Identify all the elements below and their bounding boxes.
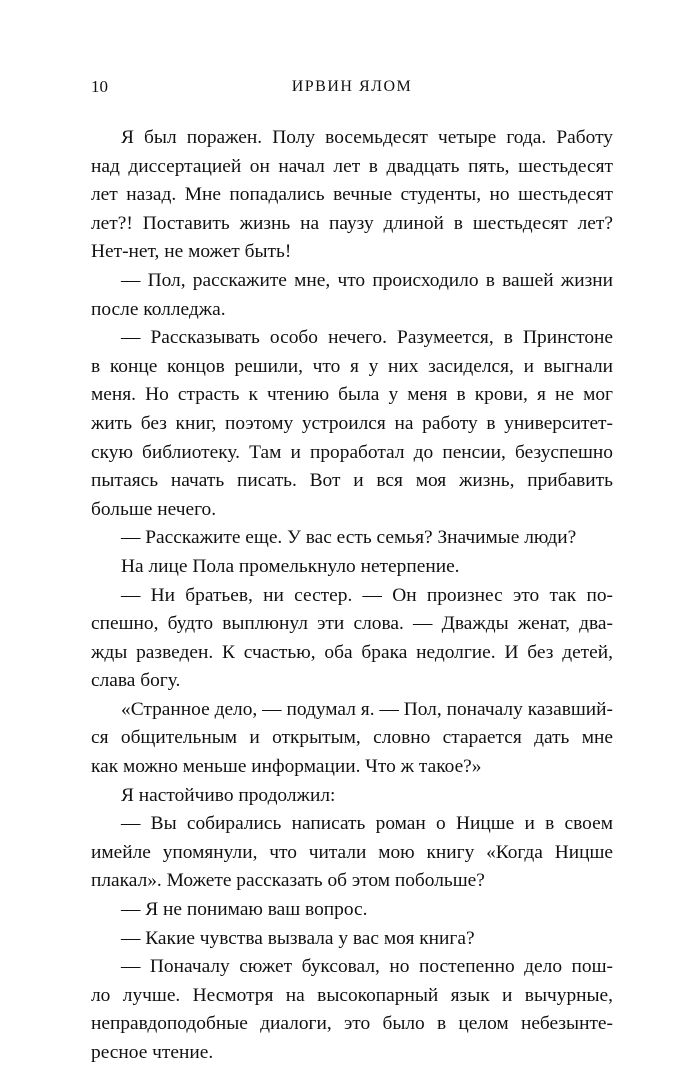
text-line: больше нечего. [91,498,217,520]
page-header [91,73,613,101]
text-line: ресное чтение. [91,1042,214,1063]
text-line: ло лучше. Несмотря на высокопарный язык и вычурные, [91,984,613,1006]
paragraph [91,953,613,1067]
text-line: — Вы собирались написать роман о Ницше и в своем [121,813,613,835]
text-line: На лице Пола промелькнуло нетерпение. [121,555,460,577]
paragraph [91,810,613,896]
text-line: — Я не понимаю ваш вопрос. [121,899,368,921]
text-line: скую библиотеку. Там и проработал до пенсии, безуспешно [91,441,613,463]
text-line: — Расскажите еще. У вас есть семья? Значимые люди? [121,527,577,549]
text-line: — Пол, расскажите мне, что происходило в вашей жизни [121,269,613,291]
text-line: лет?! Поставить жизнь на паузу длиной в шестьдесят лет? [91,212,613,234]
text-line: Я настойчиво продолжил: [121,784,336,806]
paragraph [91,582,613,696]
text-line: жды разведен. К счастью, оба брака недолгие. И без детей, [91,641,613,663]
page-number: 10 [91,77,108,96]
text-line: «Странное дело, — подумал я. — Пол, поначалу казавший- [121,698,613,720]
text-line: пытаясь начать писать. Вот и вся моя жизнь, прибавить [91,470,613,492]
text-line: — Ни братьев, ни сестер. — Он произнес это так по- [121,584,613,606]
body-text [91,124,613,1068]
text-line: плакал». Можете рассказать об этом побольше? [91,870,485,892]
text-line: — Какие чувства вызвала у вас моя книга? [121,927,475,949]
paragraph [91,696,613,782]
text-line: Я был поражен. Полу восемьдесят четыре года. Работу [121,127,613,148]
paragraph [91,925,613,954]
text-line: лет назад. Мне попадались вечные студенты, но шестьдесят [91,184,613,206]
text-line: ся общительным и открытым, словно старается дать мне [91,727,613,749]
text-line: спешно, будто выплюнул эти слова. — Дважды женат, два- [91,613,613,635]
text-line: меня. Но страсть к чтению была у меня в крови, я не мог [91,384,613,406]
paragraph [91,267,613,324]
text-line: после колледжа. [91,298,226,320]
text-line: неправдоподобные диалоги, это было в целом небезынте- [91,1013,613,1035]
text-line: в конце концов решили, что я у них засиделся, и выгнали [91,355,613,377]
text-line: — Поначалу сюжет буксовал, но постепенно дело пош- [121,956,613,978]
paragraph [91,124,613,267]
text-line: над диссертацией он начал лет в двадцать пять, шестьдесят [91,155,613,177]
text-line: слава богу. [91,670,181,692]
text-line: Нет-нет, не может быть! [91,241,292,263]
text-line: имейле упомянули, что читали мою книгу «Когда Ницше [91,841,613,863]
text-line: — Рассказывать особо нечего. Разумеется, в Принстоне [121,327,613,349]
text-line: как можно меньше информации. Что ж такое?» [91,756,482,778]
paragraph [91,896,613,925]
text-line: жить без книг, поэтому устроился на работу в университет- [91,412,613,434]
paragraph [91,782,613,811]
paragraph [91,553,613,582]
running-head: ИРВИН ЯЛОМ [291,78,413,95]
paragraph [91,524,613,553]
paragraph [91,324,613,524]
